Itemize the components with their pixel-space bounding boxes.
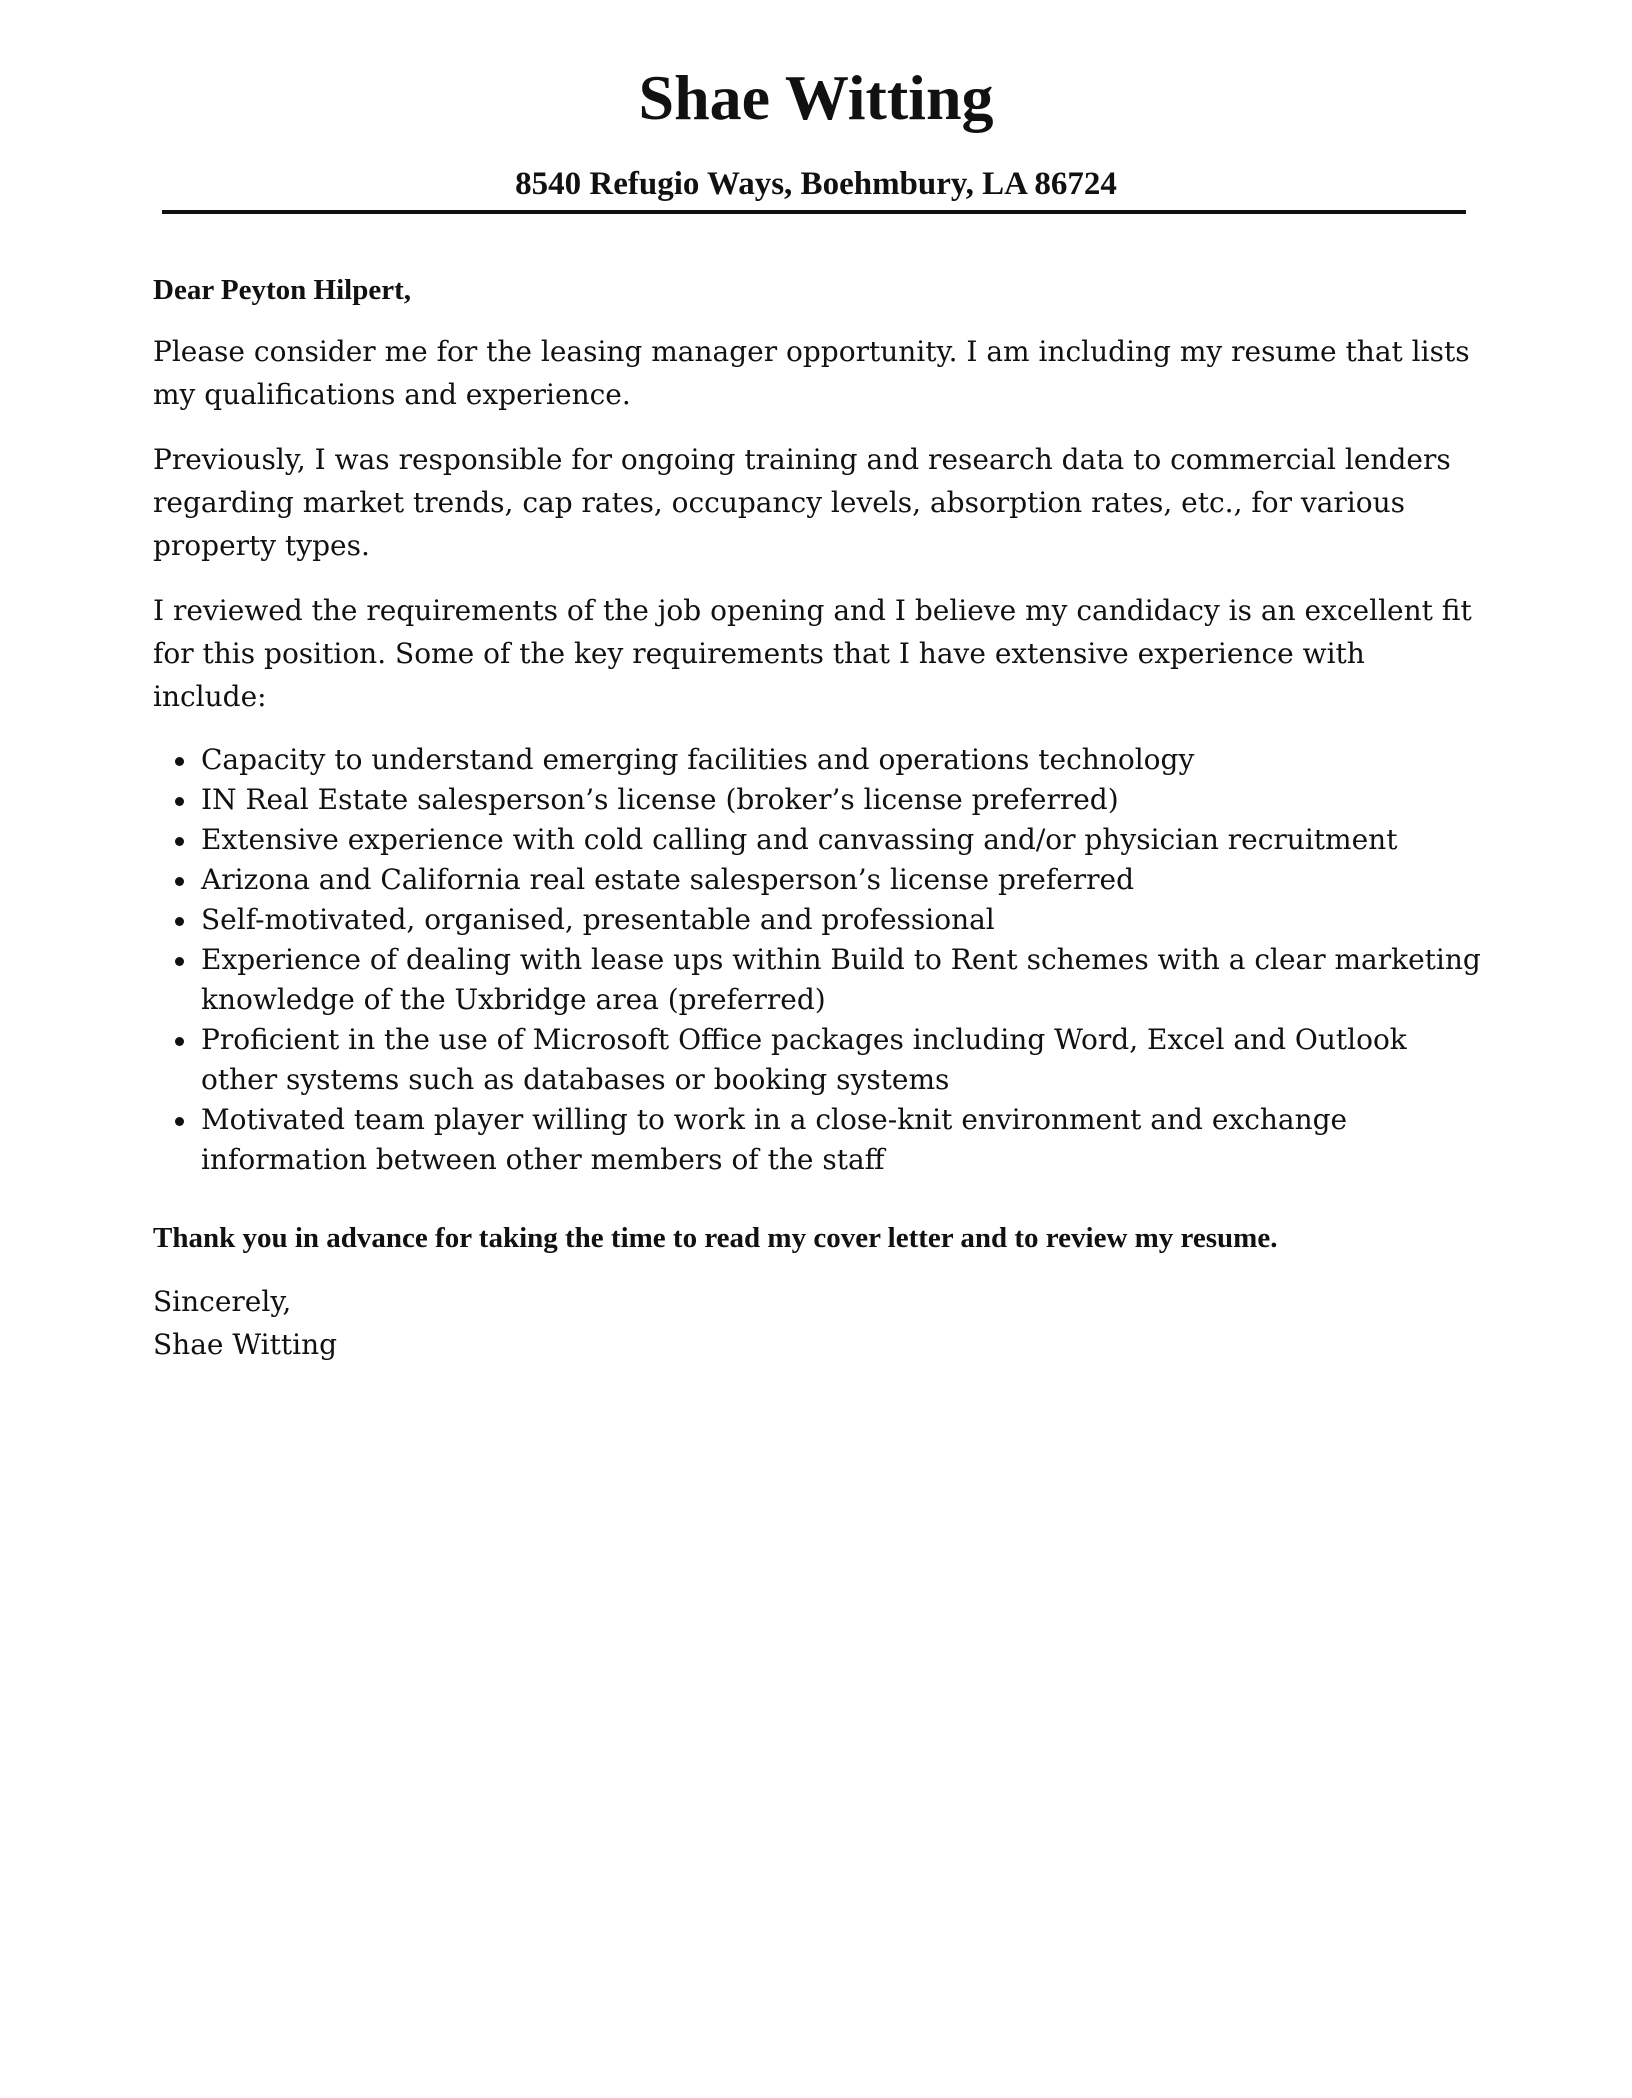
list-item-text: IN Real Estate salesperson’s license (broker’s license preferred) [201,783,1119,816]
requirements-intro-paragraph: I reviewed the requirements of the job opening and I believe my candidacy is an excellent fit for this position. Some of the key requirements that I have extensive experience with include: [153,594,1472,713]
signature-name: Shae Witting [153,1328,338,1361]
applicant-name: Shae Witting [638,62,994,133]
bullet-icon [175,837,184,846]
list-item [153,860,1483,900]
list-item-text: Self-motivated, organised, presentable and professional [201,903,995,936]
bullet-icon [175,797,184,806]
list-item-text: Extensive experience with cold calling and canvassing and/or physician recruitment [201,823,1398,856]
closing-statement: Thank you in advance for taking the time to read my cover letter and to review my resume. [153,1222,1278,1254]
list-item-text: Arizona and California real estate salesperson’s license preferred [201,863,1135,896]
list-item-text: Experience of dealing with lease ups within Build to Rent schemes with a clear marketing knowledge of the Uxbridge area (preferred) [201,943,1481,1016]
bullet-icon [175,1117,184,1126]
list-item [153,780,1483,820]
experience-paragraph: Previously, I was responsible for ongoing training and research data to commercial lenders regarding market trends, cap rates, occupancy levels, absorption rates, etc., for various property types. [153,443,1451,562]
list-item [153,1020,1483,1100]
list-item-text: Motivated team player willing to work in a close-knit environment and exchange information between other members of the staff [201,1103,1348,1176]
bullet-icon [175,957,184,966]
bullet-icon [175,1037,184,1046]
list-item [153,900,1483,940]
list-item [153,940,1483,1020]
bullet-icon [175,917,184,926]
list-item [153,1100,1483,1180]
list-item [153,820,1483,860]
bullet-icon [175,757,184,766]
header-divider [162,210,1466,214]
greeting: Dear Peyton Hilpert, [153,274,411,306]
intro-paragraph: Please consider me for the leasing manager opportunity. I am including my resume that lists my qualifications and experience. [153,335,1470,411]
list-item-text: Capacity to understand emerging facilities and operations technology [201,743,1195,776]
applicant-address: 8540 Refugio Ways, Boehmbury, LA 86724 [515,166,1117,202]
signoff: Sincerely, [153,1285,292,1318]
list-item-text: Proficient in the use of Microsoft Office packages including Word, Excel and Outlook other systems such as databases or booking systems [201,1023,1407,1096]
letter-body [153,270,1483,1366]
bullet-icon [175,877,184,886]
requirements-list [153,740,1483,1180]
list-item [153,740,1483,780]
